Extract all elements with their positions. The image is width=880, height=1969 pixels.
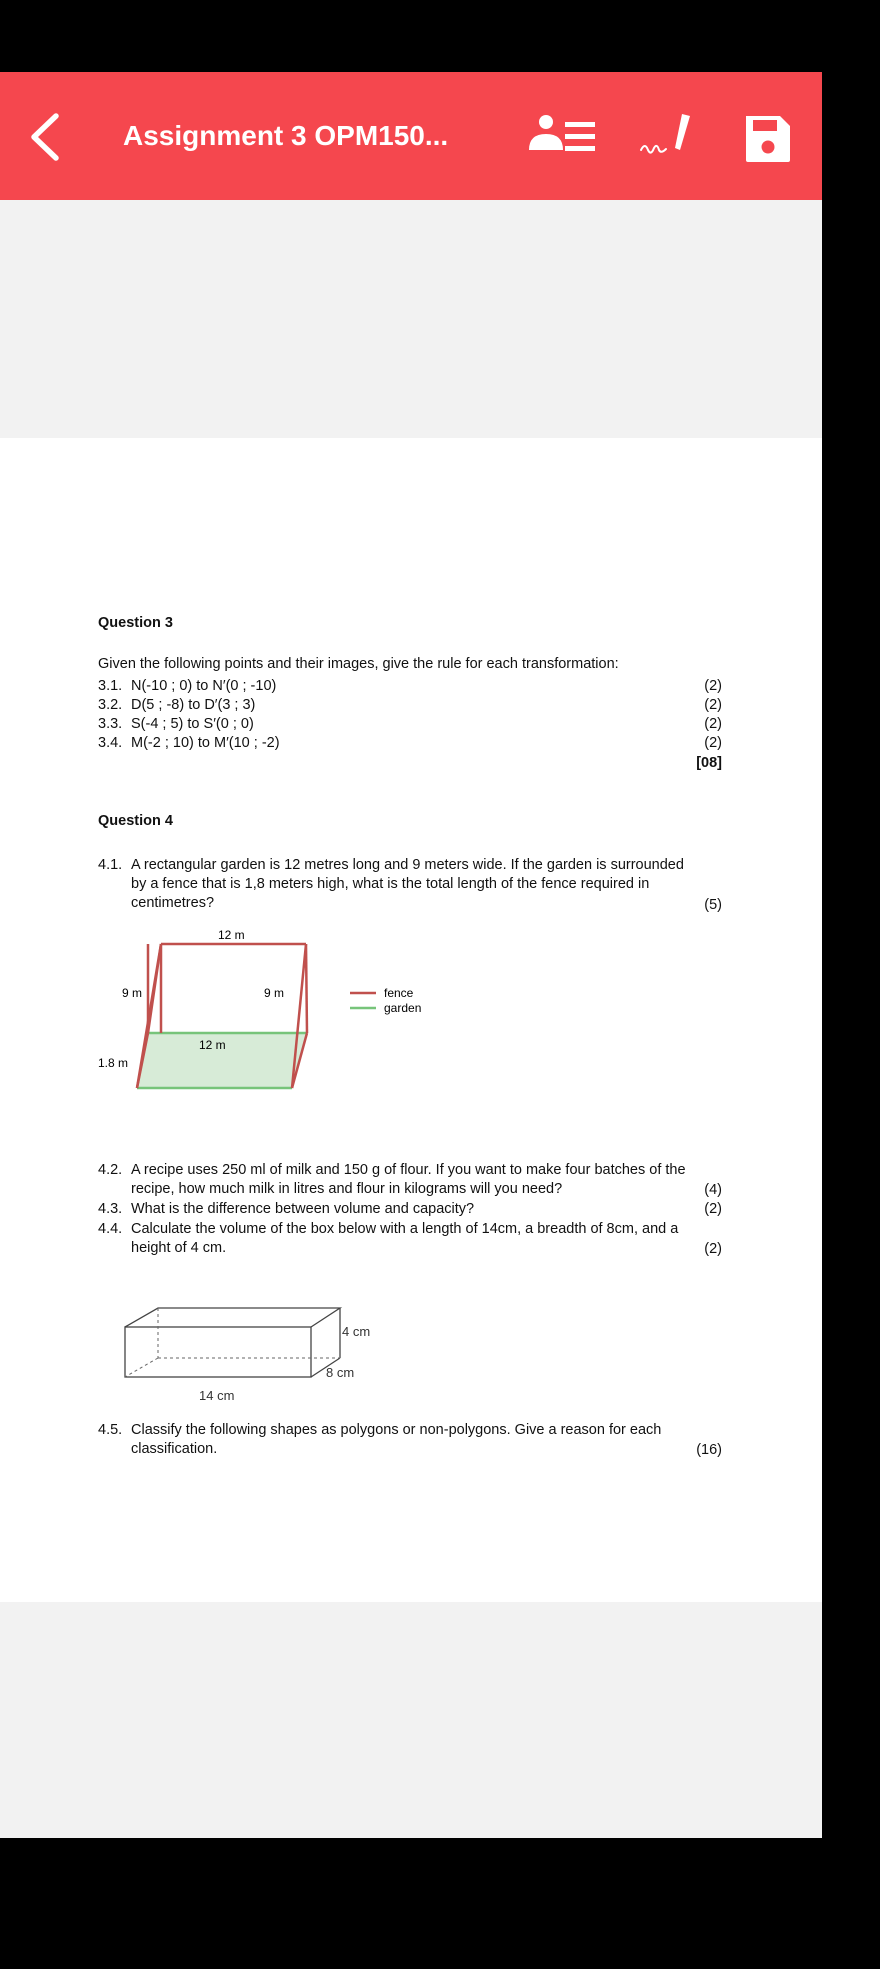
q4-4 [98, 1220, 720, 1260]
q4-2 [98, 1161, 720, 1201]
item-text-line: by a fence that is 1,8 meters high, what is the total length of the fence required in [131, 876, 650, 892]
legend-fence-label: fence [384, 986, 414, 1000]
item-mark: (2) [704, 678, 722, 694]
question-3-total: [08] [696, 755, 722, 771]
outline-list-icon [526, 110, 602, 164]
q4-5 [98, 1421, 720, 1461]
item-number: 3.3. [98, 716, 123, 732]
item-text: N(-10 ; 0) to N′(0 ; -10) [131, 678, 277, 694]
document-page [0, 438, 822, 1602]
item-text-line: centimetres? [131, 895, 215, 911]
garden-fence-diagram [92, 928, 452, 1108]
item-number: 4.4. [98, 1221, 123, 1237]
box-breadth-label: 8 cm [326, 1365, 355, 1380]
q3-item-3 [0, 715, 822, 734]
item-text: D(5 ; -8) to D′(3 ; 3) [131, 697, 256, 713]
question-3-heading: Question 3 [98, 615, 173, 631]
item-number: 3.4. [98, 735, 123, 751]
box-outline [125, 1308, 340, 1377]
back-button[interactable] [22, 112, 72, 162]
item-number: 4.3. [98, 1201, 123, 1217]
item-mark: (2) [704, 697, 722, 713]
garden-left-width-label: 9 m [122, 986, 143, 1000]
save-icon [744, 110, 792, 164]
legend-garden-label: garden [384, 1001, 422, 1015]
item-text-line: Classify the following shapes as polygons or non-polygons. Give a reason for each [131, 1422, 662, 1438]
sign-button[interactable] [638, 110, 700, 164]
item-mark: (2) [704, 735, 722, 751]
q4-3-mark: (2) [704, 1201, 722, 1217]
item-text: M(-2 ; 10) to M′(10 ; -2) [131, 735, 280, 751]
item-text-line: What is the difference between volume and capacity? [131, 1201, 475, 1217]
garden-right-width-label: 9 m [264, 986, 285, 1000]
item-number: 3.2. [98, 697, 123, 713]
q4-4-mark: (2) [704, 1241, 722, 1257]
top-bar [0, 72, 822, 200]
q4-2-mark: (4) [704, 1182, 722, 1198]
garden-height-label: 1.8 m [98, 1056, 129, 1070]
item-text-line: classification. [131, 1441, 218, 1457]
garden-base-length-label: 12 m [199, 1038, 226, 1052]
q4-1 [98, 856, 720, 916]
save-button[interactable] [744, 110, 792, 164]
q3-item-1 [0, 677, 822, 696]
item-number: 4.2. [98, 1162, 123, 1178]
question-3-intro: Given the following points and their images, give the rule for each transformation: [98, 656, 619, 672]
q4-5-mark: (16) [696, 1442, 722, 1458]
diagram-legend [350, 986, 421, 1015]
outline-button[interactable] [526, 110, 602, 164]
item-text-line: height of 4 cm. [131, 1240, 227, 1256]
signature-icon [638, 110, 700, 164]
question-4-heading: Question 4 [98, 813, 173, 829]
item-text-line: A recipe uses 250 ml of milk and 150 g of flour. If you want to make four batches of the [131, 1162, 686, 1178]
item-text-line: A rectangular garden is 12 metres long and 9 meters wide. If the garden is surrounded [131, 857, 684, 873]
box-hidden-edges [125, 1308, 340, 1377]
item-text-line: Calculate the volume of the box below with a length of 14cm, a breadth of 8cm, and a [131, 1221, 679, 1237]
item-number: 4.1. [98, 857, 123, 873]
document-content [0, 438, 822, 1602]
item-text: S(-4 ; 5) to S′(0 ; 0) [131, 716, 254, 732]
app-screen [0, 72, 822, 1838]
q3-item-4 [0, 734, 822, 753]
document-title: Assignment 3 OPM150... [123, 120, 449, 151]
q4-3 [98, 1200, 720, 1220]
box-diagram [120, 1300, 390, 1420]
box-height-label: 4 cm [342, 1324, 371, 1339]
garden-top-length-label: 12 m [218, 928, 245, 942]
box-length-label: 14 cm [199, 1388, 235, 1403]
item-text-line: recipe, how much milk in litres and flour in kilograms will you need? [131, 1181, 563, 1197]
item-mark: (2) [704, 716, 722, 732]
item-number: 4.5. [98, 1422, 123, 1438]
item-number: 3.1. [98, 678, 123, 694]
q3-item-2 [0, 696, 822, 715]
q4-1-mark: (5) [704, 897, 722, 913]
back-arrow-icon [22, 112, 72, 162]
